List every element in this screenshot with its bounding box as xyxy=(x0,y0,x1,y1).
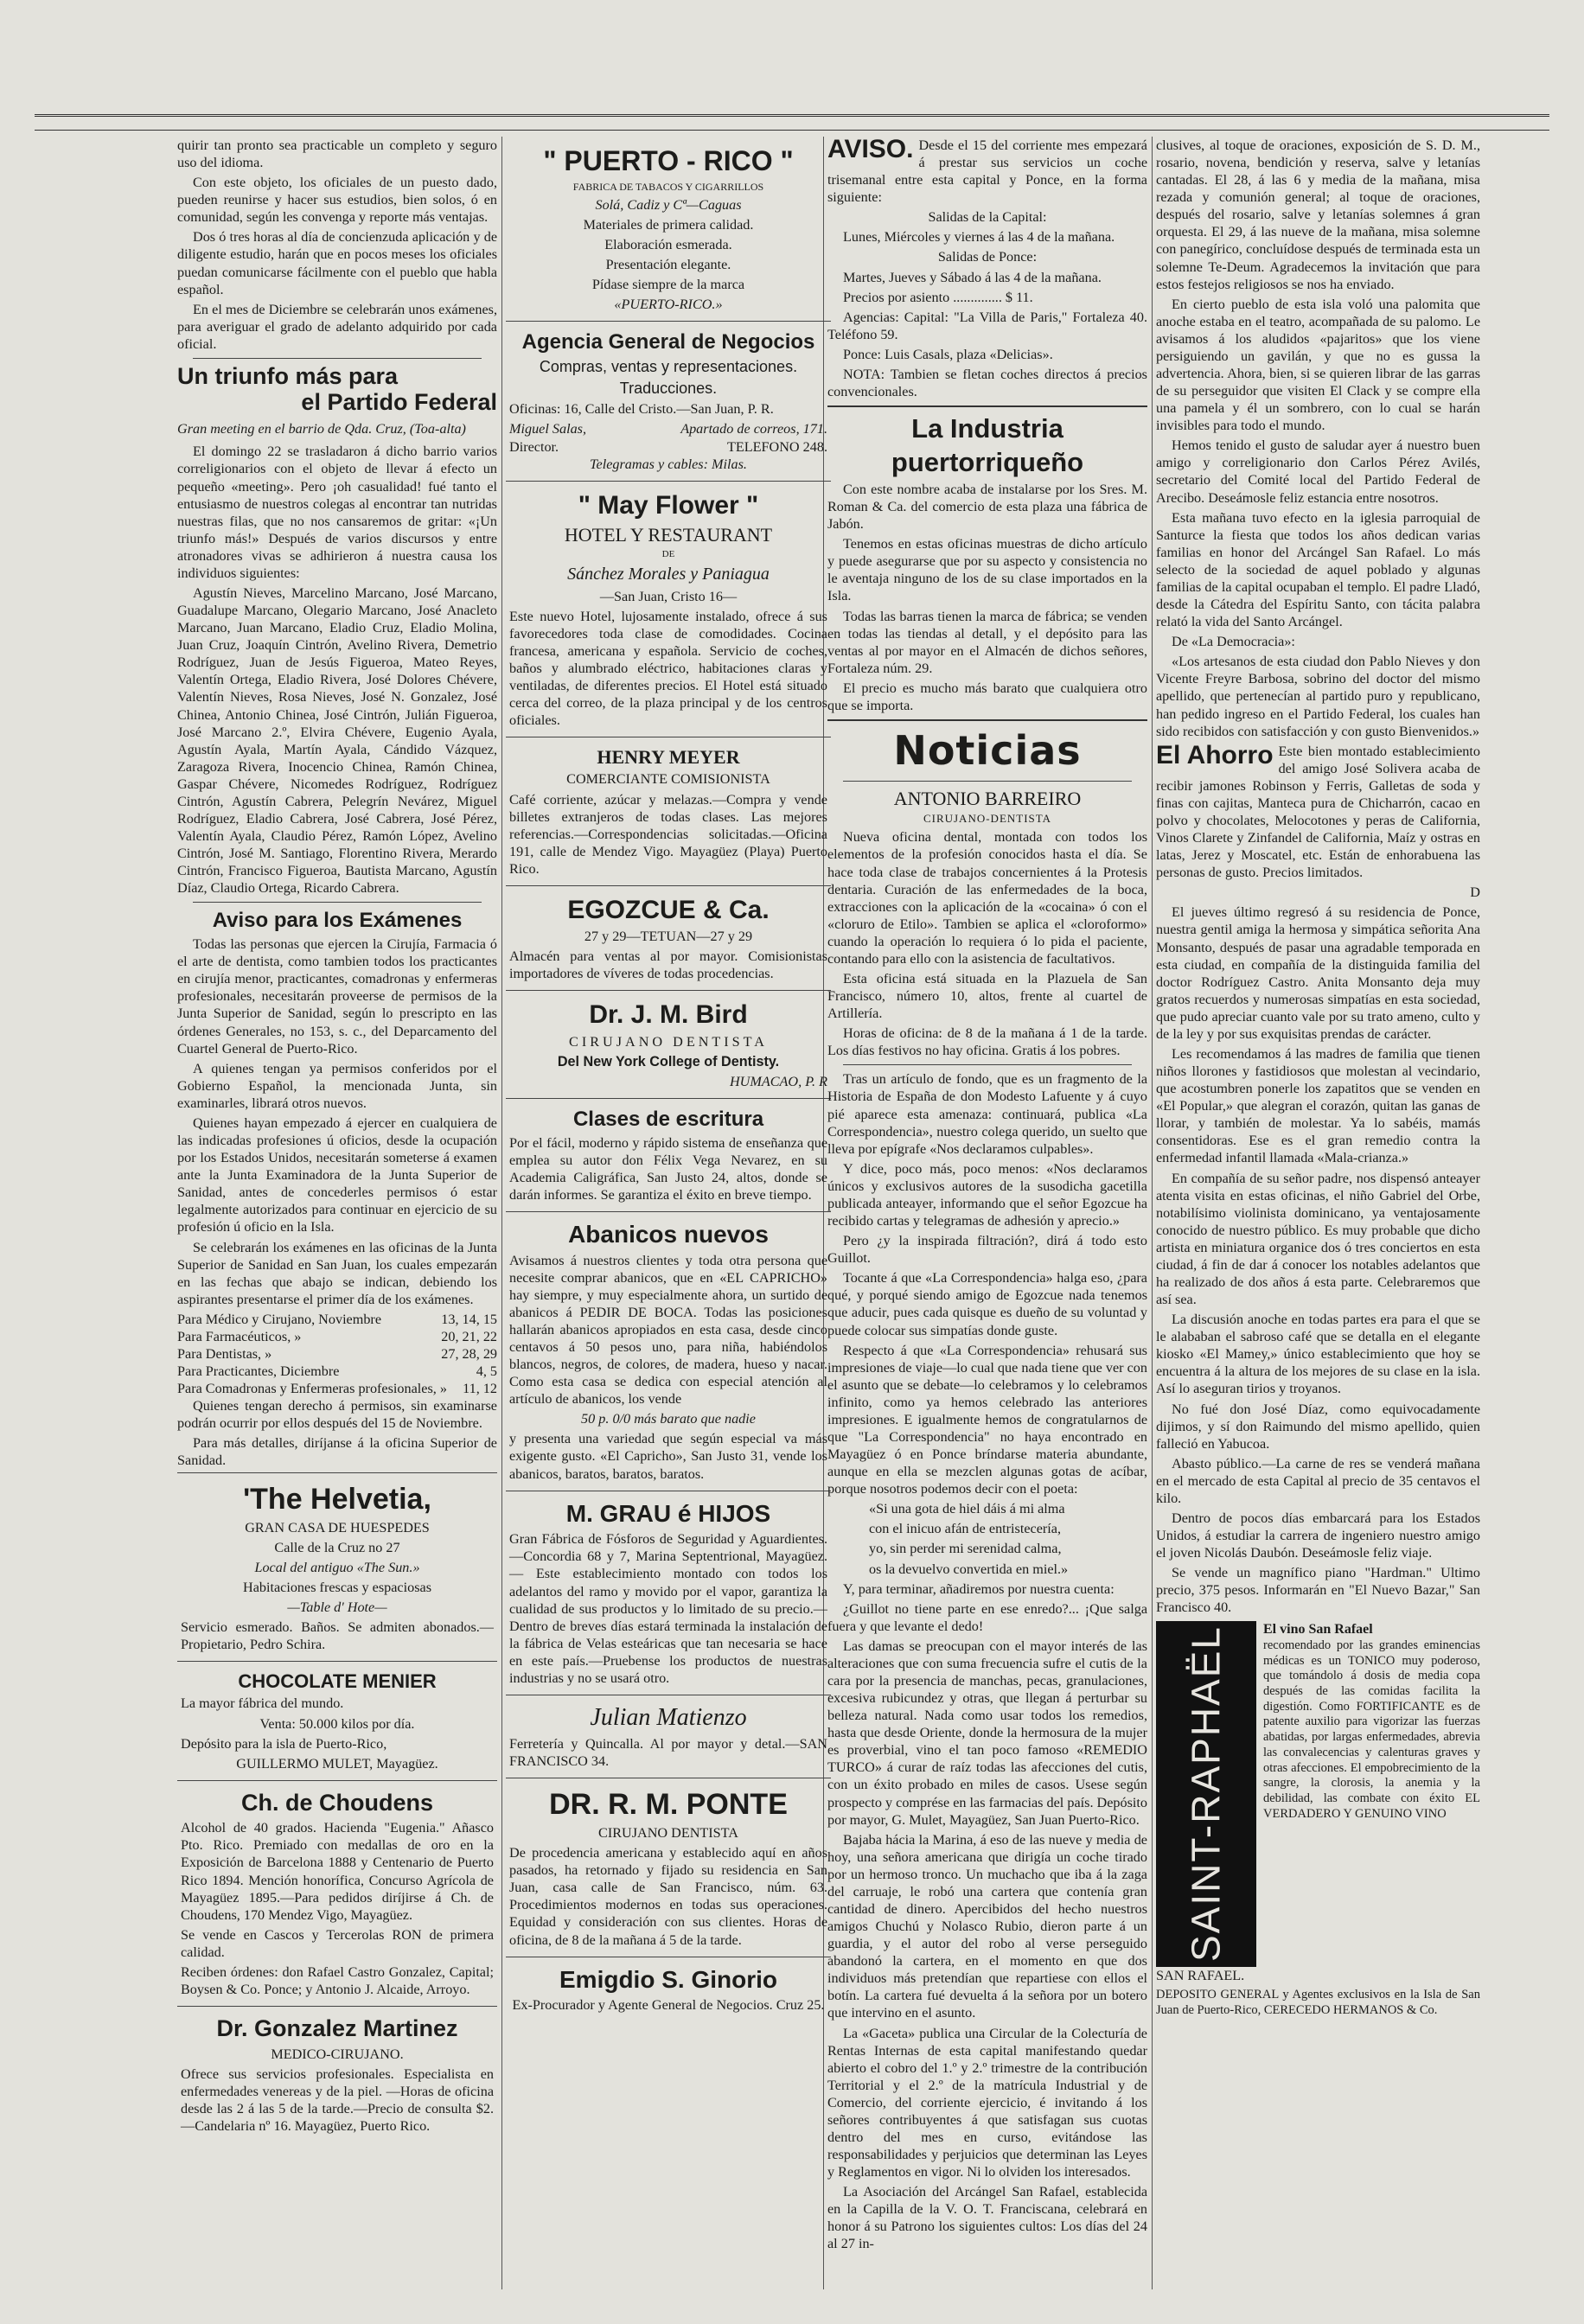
ad-line: «PUERTO-RICO.» xyxy=(614,296,723,312)
ad-line: y presenta una variedad que según especial va más exigente gusto. «El Capricho», San Justo 31, vende los abanicos, baratos, baratos, baratos. xyxy=(509,1431,827,1482)
ad-title: Julian Matienzo xyxy=(590,1704,747,1731)
paragraph: Les recomendamos á las madres de familia que tienen niños llorones y fastidiosos que molestan al vecindario, que acostumbren ponerle los zapatitos que se venden en «El Popular,» que alegran el corazón, quitan las ganas de llorar, y también de molestar. Ya lo sabéis, mamás consentidoras. Ese es el gran remedio contra la enfermedad infantil llamada «Mala-crianza.» xyxy=(1156,1045,1480,1166)
ad-line: Avisamos á nuestros clientes y toda otra persona que necesite comprar abanicos, que en «EL CAPRICHO» hay siempre, y muy especialmente ahora, un surtido de abanicos á PEDIR DE BOCA. Todas las posiciones hallarán abanicos apropiados en esta casa, desde cinco centavos á 50 pesos uno, para niña, habiéndolos blancos, negros, de colores, de madera, hueso y nacar. Como esta casa se dedica con especial atención al artículo de abanicos, los vende xyxy=(509,1252,827,1408)
ad-subtitle: CIRUJANO DENTISTA xyxy=(598,1825,738,1842)
ad-title: DR. R. M. PONTE xyxy=(549,1787,788,1821)
paragraph: No fué don José Díaz, como equivocadamente dijimos, y sí don Raimundo del mismo apellido, quien falleció en Yabucoa. xyxy=(1156,1401,1480,1452)
ad-line: SAN RAFAEL. xyxy=(1156,1968,1245,1984)
ad-title: 'The Helvetia, xyxy=(243,1482,431,1516)
paragraph: Tocante á que «La Correspondencia» halga eso, ¿para qué, y porqué siendo amigo de Egozcue nada tenemos que aducir, pues cada quisque es dueño de su voluntad y puede colocar sus simpatías donde guste. xyxy=(827,1270,1147,1338)
verse-line: «Si una gota de hiel dáis á mi alma xyxy=(869,1501,1065,1517)
ad-subtitle: CIRUJANO-DENTISTA xyxy=(923,812,1052,826)
ad-line: FABRICA DE TABACOS Y CIGARRILLOS xyxy=(572,180,764,193)
ad-subtitle: HOTEL Y RESTAURANT xyxy=(564,523,773,546)
ad-line: Pídase siempre de la marca xyxy=(591,276,745,292)
ad-line: recomendado por las grandes eminencias médicas es un TONICO muy poderoso, que tomándolo á dosis de media copa después de las comidas facilita la digestión. Como FORTIFICANTE es de patente auxilio para vigorizar las fuerzas abatidas, por largas enfermedades, abrevia las convalecencias y calenturas graves y otras afecciones. El empobrecimiento de la sangre, la clorosis, la anemia y la debilidad, las combate con éxito EL VERDADERO Y GENUINO VINO xyxy=(1263,1638,1480,1821)
ad-gonzalez xyxy=(177,2006,497,2142)
paragraph: Agustín Nieves, Marcelino Marcano, José Marcano, Guadalupe Marcano, Olegario Marcano, José Anacleto Marcano, Juan Marcano, Eladio Cruz, Eladio Molina, Juan Cruz, Joaquín Cintrón, Avelino Rivera, Demetrio Rodríguez, Juan de Jesús Figueroa, Mateo Reyes, Valentín Ortega, Eladio Rivera, José Dolores Chévere, Valentín Nieves, Rosa Nieves, José N. Gonzalez, José Chinea, Antonio Chinea, José Cintrón, Julián Figueroa, José Marcano 2.º, Elvira Chévere, Eugenio Ayala, Agustín Ayala, Martín Ayala, Cándido Vázquez, Zaragoza Rivera, Inocencio Chinea, Ramón Chinea, Gaspar Chévere, Nicomedes Rodríguez, Rodríguez Cintrón, Agustín Cabrera, Pelegrín Nevárez, Miguel Rodríguez, Eladio Cabrera, José Cabrera, José Pérez, Valentín Ayala, Claudio Pérez, Ramón López, Avelino Cintrón, José M. Santiago, Florentino Rivera, Merardo Cintrón, Francisco Figueroa, Bautista Marcano, Agustín Díaz, Claudio Ortega, Ricardo Cabrera. xyxy=(177,585,497,897)
ad-title: Ch. de Choudens xyxy=(241,1789,433,1816)
ad-line: Servicio esmerado. Baños. Se admiten abonados.—Propietario, Pedro Schira. xyxy=(181,1619,494,1653)
wine-ad-text xyxy=(1263,1621,1480,1967)
article-title: La Industria puertorriqueño xyxy=(891,413,1084,477)
paragraph: Dentro de pocos días embarcará para los Estados Unidos, á estudiar la carrera de ingeniero nuestro amigo el joven Nicolás Daubón. Deseámosle feliz viaje. xyxy=(1156,1510,1480,1561)
ad-line: Ferretería y Quincalla. Al por mayor y detal.—SAN FRANCISCO 34. xyxy=(509,1735,827,1769)
divider xyxy=(827,719,1147,721)
ad-title: Agencia General de Negocios xyxy=(521,330,815,354)
paragraph: Dos ó tres horas al día de concienzuda aplicación y de diligente estudio, harán que en pocos meses los oficiales puedan comunicarse fácilmente con el pueblo que habla español. xyxy=(177,229,497,297)
paragraph: En el mes de Diciembre se celebrarán unos exámenes, para averiguar el grado de adelanto adquirido por cada oficial. xyxy=(177,301,497,352)
column-2 xyxy=(506,137,831,2289)
ad-subtitle: CIRUJANO DENTISTA xyxy=(569,1033,768,1050)
paragraph: El domingo 22 se trasladaron á dicho barrio varios correligionarios con el objeto de llevar á efecto un pequeño «meeting». Pero ¡oh casualidad! fué tanto el entusiasmo de nuestros colegas al encontrar tan nutridas nuestras filas, que no nos cansaremos de gritar: «¡Un triunfo más!» Después de varios discursos y entre atronadores vivas se adhirieron á nuestra causa los individuos siguientes: xyxy=(177,444,497,581)
column-4 xyxy=(1156,137,1480,2289)
ad-line: 27 y 29—TETUAN—27 y 29 xyxy=(584,929,753,945)
exam-row: Para Comadronas y Enfermeras profesionales, » 11, 12 xyxy=(177,1381,497,1397)
ad-title: EGOZCUE & Ca. xyxy=(567,895,770,924)
verse-line: os la devuelvo convertida en miel.» xyxy=(869,1561,1069,1577)
paragraph: La discusión anoche en todas partes era para el que se le alababan el sabroso café que se detalla en el elegante kiosko «El Mamey,» único establecimiento que hoy se encuentra á la altura de los mejores de su clase en la isla. Así lo aseguran tirios y troyanos. xyxy=(1156,1312,1480,1397)
ad-line: Sánchez Morales y Paniagua xyxy=(567,564,770,584)
ad-line: DE xyxy=(661,549,675,560)
ad-title: Clases de escritura xyxy=(572,1107,764,1131)
ad-line: Café corriente, azúcar y melazas.—Compra y vende billetes extranjeros de todas clases. Las mejores referencias.—Correspondencias solicitadas.—Oficina 191, calle de Mendez Vigo. Mayagüez (Playa) Puerto Rico. xyxy=(509,791,827,877)
paragraph: Y dice, poco más, poco menos: «Nos declaramos únicos y exclusivos autores de la susodicha gacetilla publicada anteayer, informando que el señor Egozcue ha recibido cartas y telegramas de adhesión y aprecio.» xyxy=(827,1160,1147,1229)
ad-puerto-rico xyxy=(506,137,831,321)
paragraph: Lunes, Miércoles y viernes á las 4 de la mañana. xyxy=(843,229,1115,246)
paragraph: La Asociación del Arcángel San Rafael, establecida en la Capilla de la V. O. T. Franciscana, celebrará en honor á su Patrono los siguientes cultos: Los días del 24 al 27 in- xyxy=(827,2184,1147,2252)
article-title: Un triunfo más para xyxy=(177,362,399,389)
exam-row: Para Médico y Cirujano, Noviembre 13, 14, 15 xyxy=(177,1311,497,1327)
ad-line: Materiales de primera calidad. xyxy=(583,216,754,233)
ad-abanicos xyxy=(506,1211,831,1491)
exam-row: Para Practicantes, Diciembre 4, 5 xyxy=(177,1363,497,1380)
paragraph: quirir tan pronto sea practicable un completo y seguro uso del idioma. xyxy=(177,137,497,171)
paragraph: Se vende un magnífico piano "Hardman." Ultimo precio, 375 pesos. Informarán en "El Nuevo Bazar," San Francisco 40. xyxy=(1156,1565,1480,1616)
ad-title: El vino San Rafael xyxy=(1263,1622,1373,1638)
ad-line: Gran Fábrica de Fósforos de Seguridad y Aguardientes.—Concordia 68 y 7, Marina Septentrional, Mayagüez. — Este establecimiento montado con todos los adelantos del ramo y movido por el vapor, garantiza la cualidad de sus productos y lo limitado de su precio.—Dentro de breves días estará terminada la instalación de la fábrica de Velas esteáricas que tan necesaria se hace en este país.—Pruebense los productos de nuestras industrias y no se usará otro. xyxy=(509,1531,827,1686)
ad-subtitle: COMERCIANTE COMISIONISTA xyxy=(566,771,770,788)
ad-helvetia xyxy=(177,1472,497,1662)
ad-title: " May Flower " xyxy=(578,490,759,520)
ad-line: DEPOSITO GENERAL y Agentes exclusivos en la Isla de San Juan de Puerto-Rico, CERECEDO HERMANOS & Co. xyxy=(1156,1987,1480,2017)
ad-subtitle: MEDICO-CIRUJANO. xyxy=(271,2046,404,2062)
paragraph: Precios por asiento .............. $ 11. xyxy=(843,289,1033,305)
paragraph: Para más detalles, diríjanse á la oficina Superior de Sanidad. xyxy=(177,1435,497,1469)
divider xyxy=(193,358,482,359)
ad-line: Traducciones. xyxy=(619,380,718,398)
paragraph: Las damas se preocupan con el mayor interés de las alteraciones que con suma frecuencia sufre el cutis de la cara por la presencia de manchas, pecas, granulaciones, excesiva rubicundez y otras, que llegan á perturbar su belleza natural. Nada como usar todos los remedios, hasta que desde Oriente, donde la hermosura de la mujer es proverbial, vino el tan poco famoso «REMEDIO TURCO» á curar de raíz todas las afecciones del cutis, con un éxito probado en miles de casos. Usese según prospecto y comprése en las farmacias del país. Depósito por mayor, G. Mulet, Mayagüez, San Juan Puerto-Rico. xyxy=(827,1638,1147,1828)
paragraph: El jueves último regresó á su residencia de Ponce, nuestra gentil amiga la hermosa y simpática señorita Ana Monsanto, después de pasar una agradable temporada en esta ciudad, en compañía de la distinguida familia del doctor Rodríguez Castro. Anita Monsanto deja muy gratos recuerdos y numerosas simpatías en esta sociedad, que pudo apreciar cuanto vale por su trato ameno, culto y de la ley y por sus exquisitas prendas de carácter. xyxy=(1156,904,1480,1042)
ad-choudens xyxy=(177,1780,497,2006)
paragraph: NOTA: Tambien se fletan coches directos á precios convencionales. xyxy=(827,366,1147,400)
ad-chocolate xyxy=(177,1661,497,1780)
ad-title: Abanicos nuevos xyxy=(568,1220,769,1248)
ad-line: Alcohol de 40 grados. Hacienda "Eugenia." Añasco Pto. Rico. Premiado con medallas de oro en la Exposición de Barcelona 1888 y Centenario de Puerto Rico 1894. Mención honorífica, Concurso Agrícola de Mayagüez 1895.—Para pedidos diríjirse á Ch. de Choudens, 170 Mendez Vigo, Mayagüez. xyxy=(181,1820,494,1923)
paragraph: Con este nombre acaba de instalarse por los Sres. M. Roman & Ca. del comercio de esta plaza una fábrica de Jabón. xyxy=(827,481,1147,533)
notice-ahorro: El Ahorro Este bien montado establecimiento del amigo José Solivera acaba de recibir jamones Robinson y Ferris, Galletas de soda y finas con cajitas, Manteca pura de Chicharrón, cacao en polvo y chocolates, Melocotones y peras de California, Vinos Clarete y Zinfandel de California, Maíz y ostras en latas, Jerez y Moscatel, etc. Están de enhorabuena las personas de gusto. Precios limitados. xyxy=(1156,740,1480,881)
ad-title: Dr. Gonzalez Martinez xyxy=(216,2015,458,2042)
ad-line: Solá, Cadiz y Cª—Caguas xyxy=(595,196,742,213)
paragraph: Tenemos en estas oficinas muestras de dicho artículo y puede asegurarse que por su aspecto y consistencia no le aventaja ninguno de los de su clase importados en la Isla. xyxy=(827,536,1147,604)
ad-line: Local del antiguo «The Sun.» xyxy=(254,1559,420,1575)
verse-line: con el inicuo afán de entristecería, xyxy=(869,1521,1062,1537)
paragraph: Esta mañana tuvo efecto en la iglesia parroquial de Santurce la fiesta que todos los años dedican varias familias en honor del Arcángel San Rafael. Lo más selecto de la sociedad de aquel poblado y algunas familias de la capital ocupaban el templo. El padre Lladó, desde la Cátedra del Espíritu Santo, con tácita palabra relató la vida del Santo Arcángel. xyxy=(1156,509,1480,630)
paragraph: Horas de oficina: de 8 de la mañana á 1 de la tarde. Los días festivos no hay oficina. Gratis á los pobres. xyxy=(827,1025,1147,1059)
ad-line: La mayor fábrica del mundo. xyxy=(181,1695,344,1712)
divider xyxy=(843,781,1132,782)
ad-ginorio xyxy=(506,1957,831,2022)
ad-title: Emigdio S. Ginorio xyxy=(559,1965,777,1993)
ad-subtitle: GRAN CASA DE HUESPEDES xyxy=(245,1519,430,1536)
ad-henry-meyer xyxy=(506,737,831,885)
top-rule xyxy=(35,114,1549,117)
ad-line: Ofrece sus servicios profesionales. Especialista en enfermedades venereas y de la piel. —Horas de oficina desde las 2 á las 5 de la tarde.—Precio de consulta $2.—Candelaria nº 16. Mayagüez, Puerto Rico. xyxy=(181,2065,494,2134)
paragraph: Quienes hayan empezado á ejercer en cualquiera de las indicadas profesiones ú oficios, desde la ocupación por los Estados Unidos, necesitarán someterse á examen ante la Junta Examinadora de la Junta Superior de Sanidad, antes de concederles permisos ó estar legalmente autorizados para continuar en ejercicio de su profesión ú oficio en la Isla. xyxy=(177,1114,497,1235)
paragraph: En compañía de su señor padre, nos dispensó anteayer atenta visita en estas oficinas, el niño Gabriel del Orbe, notabilísimo violinista dominicano, ya ventajosamente conocido de nuestro público. Es muy probable que dicho artista en miniatura organice dos ó tres conciertos en esta ciudad, á fin de dar á conocer los notables adelantos que ha realizado de dos años á esta parte. Celebraremos que así sea. xyxy=(1156,1170,1480,1308)
top-rule-thin xyxy=(35,130,1549,131)
saint-raphael-banner: SAINT-RAPHAËL xyxy=(1156,1621,1256,1967)
paragraph: Salidas de Ponce: xyxy=(937,249,1038,265)
column-divider xyxy=(1152,137,1153,2289)
ad-bird xyxy=(506,990,831,1097)
paragraph: Martes, Jueves y Sábado á las 4 de la mañana. xyxy=(843,269,1102,285)
paragraph: El precio es mucho más barato que cualquiera otro que se importa. xyxy=(827,680,1147,713)
ad-line: Por el fácil, moderno y rápido sistema de enseñanza que emplea su autor don Félix Vega Nevarez, en su Academia Caligráfica, San Justo 24, altos, donde se darán informes. Se garantiza el éxito en breve tiempo. xyxy=(509,1134,827,1203)
paragraph: clusives, al toque de oraciones, exposición de S. D. M., rosario, novena, bendición y reserva, salve y letanías cantadas. El 28, á las 6 y media de la mañana, misa rezada y comunión general; al toque de oraciones, después del rosario, salve y letanías solemnes á gran orquesta. El 29, á las nueve de la mañana, misa solemne con panegírico, concluídose después de terminada esta un solemne Te-Deum. Agradecemos la invitación que para estos festejos religiosos se nos ha enviado. xyxy=(1156,137,1480,292)
paragraph: Con este objeto, los oficiales de un puesto dado, pueden reunirse y hacer sus estudios, bien solos, ó en comunidad, según les convenga y reporte más ventajas. xyxy=(177,175,497,226)
paragraph: Pero ¿y la inspirada filtración?, dirá á todo esto Guillot. xyxy=(827,1233,1147,1267)
ad-row: Miguel Salas, Apartado de correos, 171. xyxy=(509,421,827,437)
ad-line: HUMACAO, P. R xyxy=(729,1073,827,1089)
exam-row: Para Dentistas, » 27, 28, 29 xyxy=(177,1345,497,1362)
paragraph: En cierto pueblo de esta isla voló una palomita que anoche estaba en el teatro, acompañada de su palomo. Le avisamos á los aludidos «pajaritos» que los viene persiguiendo un gavilán, y que no es gussa la advertencia. Ahora, bien, si se quieren librar de las garras de su perseguidor que visiten El Clack y se compre ella una pamela y él un sombrero, con lo cual se harán invisibles para todo el mundo. xyxy=(1156,296,1480,434)
paragraph: Bajaba hácia la Marina, á eso de las nueve y media de hoy, una señora americana que dirigía un coche tirado por un hermoso tronco. Un muchacho que iba á la zaga del carruaje, le robó una cartera que contenía gran cantidad de dinero. Apercibidos del hecho nuestros amigos Chuchú y Nolasco Rubio, dieron parte á un guardia, y el autor del robo al verse perseguido abandonó la cartera, en el momento en que dos individuos más pretendían que repartiese con ellos el botín. La cartera fué devuelta á la señora por un botero que intervino en el asunto. xyxy=(827,1831,1147,2021)
ad-line: GUILLERMO MULET, Mayagüez. xyxy=(236,1755,438,1772)
column-3 xyxy=(827,137,1147,2289)
paragraph: Todas las barras tienen la marca de fábrica; se venden en todas las tiendas al detall, y el depósito para las ventas al por mayor en el Almacén de dichos señores, Fortaleza núm. 29. xyxy=(827,608,1147,676)
paragraph: Respecto á que «La Correspondencia» rehusará sus impresiones de viaje—lo cual que nada tiene que ver con el asunto que se debate—lo celebramos y lo celebramos infinito, como ya hemos celebrado las anteriores impresiones. E igualmente hemos de congratularnos de que "La Correspondencia" no haya encontrado en Mayagüez ó en Ponce bríndarse materia abundante, aunque en ella se mezclen algunas gotas de acíbar, porque nosotros podemos decir con el poeta: xyxy=(827,1342,1147,1497)
ad-line: Se vende en Cascos y Tercerolas RON de primera calidad. xyxy=(181,1926,494,1960)
ad-line: Depósito para la isla de Puerto-Rico, xyxy=(181,1735,387,1752)
article-title: Aviso para los Exámenes xyxy=(212,909,463,933)
paragraph: Y, para terminar, añadiremos por nuestra cuenta: xyxy=(843,1580,1115,1597)
paragraph: Se celebrarán los exámenes en las oficinas de la Junta Superior de Sanidad en San Juan, los cuales empezarán en las fechas que abajo se indican, debiendo los aspirantes presentarse el primer día de los exámenes. xyxy=(177,1239,497,1307)
notice-head: AVISO. xyxy=(827,137,914,163)
column-divider xyxy=(501,137,502,2289)
ad-row: Director. TELEFONO 248. xyxy=(509,438,827,455)
ad-line: —San Juan, Cristo 16— xyxy=(599,588,738,604)
ad-line: Este nuevo Hotel, lujosamente instalado, ofrece á sus favorecedores toda clase de comodidades. Cocina francesa, americana y española. Servicio de coches, baños y alumbrado eléctrico, habitaciones claras y ventiladas, de diferentes precios. El Hotel está situado cerca del correo, de la plaza principal y de los centros oficiales. xyxy=(509,608,827,729)
ad-line: Presentación elegante. xyxy=(605,256,731,272)
paragraph: Abasto público.—La carne de res se venderá mañana en el mercado de esta Capital al precio de 35 centavos el kilo. xyxy=(1156,1455,1480,1506)
ad-line: Reciben órdenes: don Rafael Castro Gonzalez, Capital; Boysen & Co. Ponce; y Antonio J. Alcaide, Arroyo. xyxy=(181,1963,494,1997)
ad-title: CHOCOLATE MENIER xyxy=(238,1670,437,1693)
ad-title: Dr. J. M. Bird xyxy=(589,1000,748,1030)
paragraph: La «Gaceta» publica una Circular de la Colecturía de Rentas Internas de esta capital manifestando quedar abierto el cobro del 1.º y 2.º trimestre de la contribución Territorial y el 2.º de la matrícula Industrial y de Comercio, del corriente ejercicio, é invitando á los señores contribuyentes á que satisfagan sus cuotas dentro del mes en curso, evitándose las responsabilidades y perjuicios que determinan las Leyes y Reglamentos en vigor. Ni lo olviden los interesados. xyxy=(827,2025,1147,2180)
ad-line: Oficinas: 16, Calle del Cristo.—San Juan, P. R. xyxy=(509,401,774,418)
section-title: Noticias xyxy=(893,726,1082,774)
article-title: el Partido Federal xyxy=(301,388,497,415)
ad-agencia xyxy=(506,321,831,481)
signature: D xyxy=(1470,884,1480,901)
column-1 xyxy=(177,137,497,2289)
ad-egozcue xyxy=(506,885,831,990)
exam-row: Para Farmacéuticos, » 20, 21, 22 xyxy=(177,1328,497,1344)
paragraph: Ponce: Luis Casals, plaza «Delicias». xyxy=(843,346,1053,362)
ad-title: " PUERTO - RICO " xyxy=(543,145,794,176)
notice-head: El Ahorro xyxy=(1156,740,1274,769)
divider xyxy=(843,1064,1132,1065)
ad-line: De procedencia americana y establecido aquí en años pasados, ha retornado y fijado su residencia en San Juan, casa calle de San Francisco, núm. 63. Procedimientos modernos en todas sus operaciones. Equidad y consideración con sus clientes. Horas de oficina, de 8 de la mañana á 5 de la tarde. xyxy=(509,1845,827,1948)
article-subtitle: Gran meeting en el barrio de Qda. Cruz, (Toa-alta) xyxy=(177,421,466,437)
divider xyxy=(193,902,482,903)
paragraph: Salidas de la Capital: xyxy=(928,209,1047,226)
ad-line: 50 p. 0/0 más barato que nadie xyxy=(581,1411,756,1427)
ad-title: ANTONIO BARREIRO xyxy=(893,788,1082,810)
verse-line: yo, sin perder mi serenidad calma, xyxy=(869,1541,1062,1557)
ad-line: —Table d' Hote— xyxy=(287,1599,387,1615)
paragraph: Tras un artículo de fondo, que es un fragmento de la Historia de España de don Modesto Lafuente y á cuyo pié aparece esta amenaza: continuará, publica «La Correspondencia», nuestro colega querido, un suelto que lleva por epígrafe «Nos declaramos culpables». xyxy=(827,1071,1147,1157)
ad-title: M. GRAU é HIJOS xyxy=(565,1499,771,1527)
paragraph: Nueva oficina dental, montada con todos los elementos de la profesión conocidos hasta el día. Se hace toda clase de trabajos concernientes á la Protesis dentaria. Curación de las enfermedades de la boca, extracciones con la aplicación de la «cocaina» ó con el «cloruro de Etilo». Tambien se aplica el «cloroformo» cuando la operación lo requiera ó lo pida el paciente, contando para ello con la asistencia de facultativos. xyxy=(827,829,1147,967)
ad-grau xyxy=(506,1491,831,1695)
paragraph: De «La Democracia»: xyxy=(1172,634,1295,650)
ad-line: Del New York College of Dentisty. xyxy=(557,1053,780,1069)
paragraph: Agencias: Capital: "La Villa de Paris," Fortaleza 40. Teléfono 59. xyxy=(827,309,1147,342)
ad-line: Calle de la Cruz no 27 xyxy=(274,1539,400,1555)
ad-may-flower xyxy=(506,481,831,737)
notice-aviso: AVISO. Desde el 15 del corriente mes empezará á prestar sus servicios un coche trisemanal entre esta capital y Ponce, en la forma siguiente: xyxy=(827,137,1147,206)
paragraph: Hemos tenido el gusto de saludar ayer á nuestro buen amigo y correligionario don Carlos Pérez Avilés, secretario del Comité local del Partido Federal de Arecibo. Deseámosle feliz estancia entre nosotros. xyxy=(1156,437,1480,506)
ad-line: Habitaciones frescas y espaciosas xyxy=(243,1579,431,1595)
paragraph: Quienes tengan derecho á permisos, sin examinarse podrán ocurrir por ellos después del 15 de Noviembre. xyxy=(177,1398,497,1432)
ad-line: Telegramas y cables: Milas. xyxy=(590,456,747,472)
paragraph: «Los artesanos de esta ciudad don Pablo Nieves y don Vicente Freyre Barbosa, sobrino del doctor del mismo apellido, que pertenecían al partido puro y republicano, han pedido ingreso en el Partido Federal, los cuales han sido recibidos con satisfacción y con gusto Bienvenidos.» xyxy=(1156,654,1480,739)
ad-ponte xyxy=(506,1778,831,1957)
ad-title: HENRY MEYER xyxy=(597,746,740,769)
paragraph: A quienes tengan ya permisos conferidos por el Gobierno Español, la mencionada Junta, sin examinarles, librará otros nuevos. xyxy=(177,1060,497,1111)
ad-saint-raphael xyxy=(1156,1621,1480,1967)
ad-matienzo xyxy=(506,1695,831,1778)
ad-line: Ex-Procurador y Agente General de Negocios. Cruz 25. xyxy=(512,1997,825,2014)
ad-line: Venta: 50.000 kilos por día. xyxy=(259,1715,415,1732)
ad-clases xyxy=(506,1098,831,1211)
paragraph: Esta oficina está situada en la Plazuela de San Francisco, número 10, altos, frente al cuartel de Artillería. xyxy=(827,971,1147,1022)
paragraph: ¿Guillot no tiene parte en ese enredo?... ¡Que salga fuera y que levante el dedo! xyxy=(827,1600,1147,1634)
paragraph: Todas las personas que ejercen la Cirujía, Farmacia ó el arte de dentista, como tambien todos los practicantes en cirujía menor, practicantes, comadronas y enfermeras profesionales, necesitarán proveerse de permisos de la Junta Superior de Sanidad, según lo prescripto en las órdenes Generales, no 153, s. c., del Deparcamento del Cuartel General de Puerto-Rico. xyxy=(177,936,497,1057)
ad-line: Elaboración esmerada. xyxy=(604,236,732,252)
divider xyxy=(827,405,1147,407)
ad-line: Compras, ventas y representaciones. xyxy=(539,357,798,375)
ad-line: Almacén para ventas al por mayor. Comisionistas importadores de víveres de todas procedencias. xyxy=(509,948,827,982)
